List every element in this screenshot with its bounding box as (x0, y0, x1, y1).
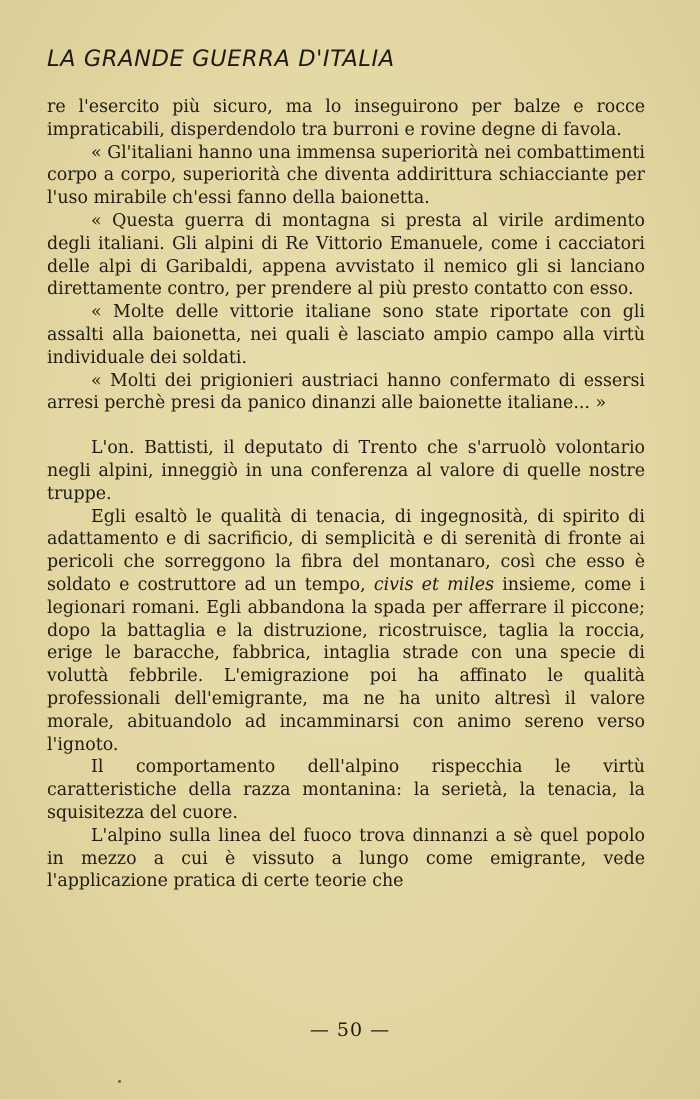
book-page (47, 44, 645, 893)
paragraph-continuation: re l'esercito più sicuro, ma lo inseguirono per balze e rocce impraticabili, disperdendolo tra burroni e rovine degne di favola. (47, 97, 645, 140)
paragraph-qualities-text-continued: insieme, come i legionari romani. Egli abbandona la spada per afferrare il piccone; dopo la battaglia e la distruzione, ricostruisce, taglia la roccia, erige le baracche, fabbrica, intaglia strade con una specie di voluttà febbrile. L'emigrazione poi ha affinato le qualità professionali dell'emigrante, ma ne ha unito altresì il valore morale, abituandolo ad incamminarsi con animo sereno verso l'ignoto. (47, 574, 645, 755)
page-number: — 50 — (309, 1019, 391, 1041)
paragraph-qualities-text: Egli esaltò le qualità di tenacia, di ingegnosità, di spirito di adattamento e di sacrificio, di semplicità e di serenità di fronte ai pericoli che sorreggono la fibra del montanaro, così che esso è soldato e costruttore ad un tempo, (47, 506, 645, 595)
running-title: LA GRANDE GUERRA D'ITALIA (47, 46, 395, 72)
paragraph-fire-line: L'alpino sulla linea del fuoco trova dinnanzi a sè quel popolo in mezzo a cui è vissuto a lungo come emigrante, vede l'applicazione pratica di certe teorie che (47, 825, 645, 892)
paragraph-behavior: Il comportamento dell'alpino rispecchia le virtù caratteristiche della razza montanina: la serietà, la tenacia, la squisitezza del cuore. (47, 757, 645, 823)
paragraph-quote-victories: « Molte delle vittorie italiane sono state riportate con gli assalti alla baionetta, nei quali è lasciato ampio campo alla virtù individuale dei soldati. (47, 302, 645, 368)
paper-speck (118, 1080, 121, 1083)
page-body (47, 96, 645, 893)
paragraph-battisti: L'on. Battisti, il deputato di Trento che s'arruolò volontario negli alpini, inneggiò in una conferenza al valore di quelle nostre truppe. (47, 438, 645, 504)
paragraph-quote-prisoners: « Molti dei prigionieri austriaci hanno confermato di essersi arresi perchè presi da panico dinanzi alle baionette italiane... » (47, 370, 645, 414)
paragraph-qualities (47, 506, 645, 757)
latin-phrase: civis et miles (373, 574, 494, 595)
paragraph-quote-bayonet: « Gl'italiani hanno una immensa superiorità nei combattimenti corpo a corpo, superiorità che diventa addirittura schiacciante per l'uso mirabile ch'essi fanno della baionetta. (47, 142, 645, 209)
paragraph-quote-mountain-war: « Questa guerra di montagna si presta al virile ardimento degli italiani. Gli alpini di Re Vittorio Emanuele, come i cacciatori delle alpi di Garibaldi, appena avvistato il nemico gli si lanciano direttamente contro, per prendere al più presto contatto con esso. (47, 210, 645, 300)
